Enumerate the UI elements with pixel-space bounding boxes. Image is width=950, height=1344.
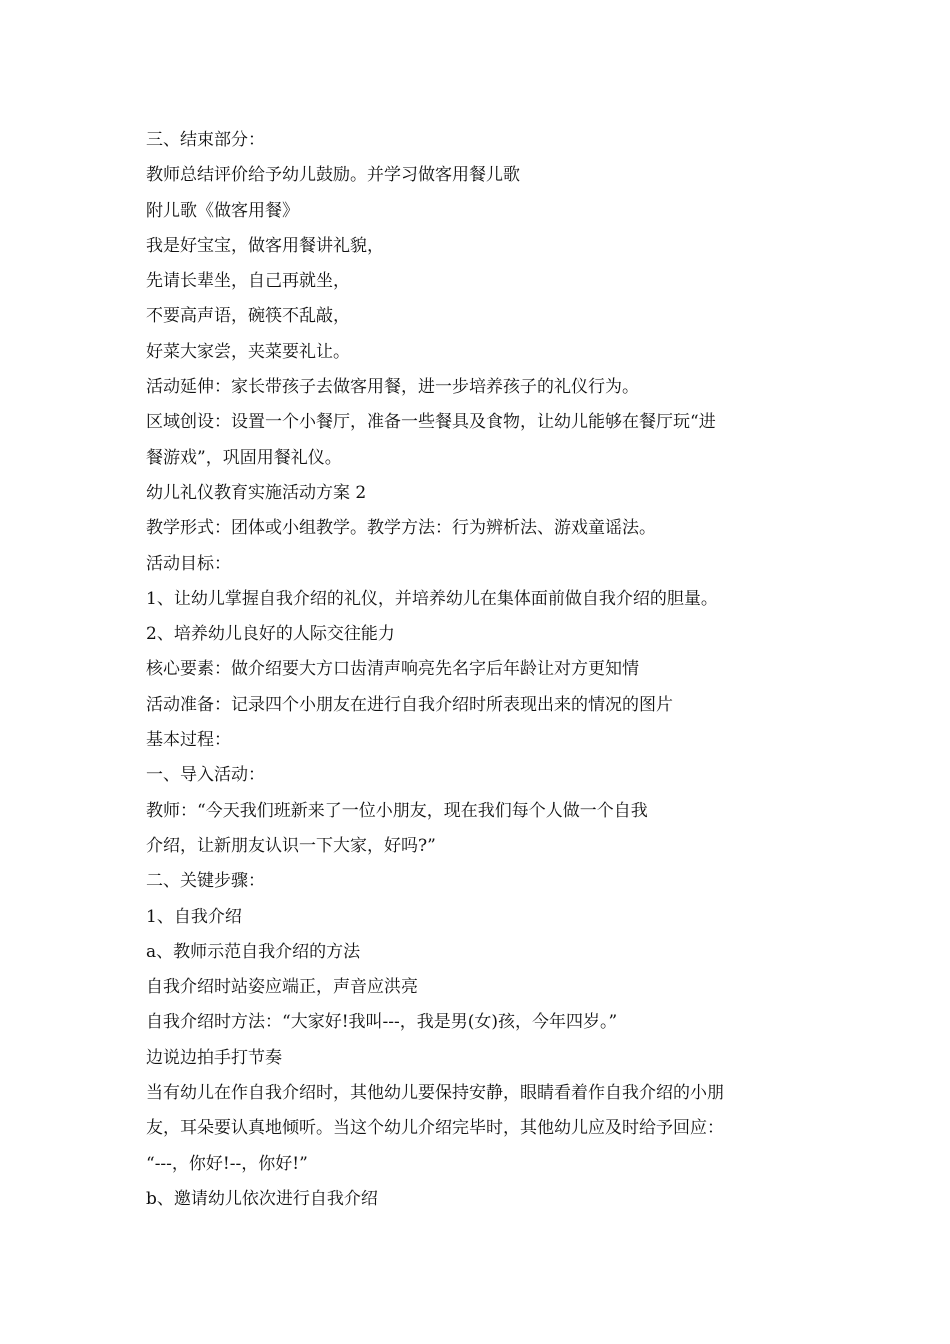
- section-heading-intro: 一、导入活动：: [146, 765, 265, 786]
- paragraph-line: 当有幼儿在作自我介绍时，其他幼儿要保持安静，眼睛看着作自我介绍的小朋: [146, 1083, 724, 1104]
- paragraph-line: 友，耳朵要认真地倾听。当这个幼儿介绍完毕时，其他幼儿应及时给予回应：: [146, 1118, 724, 1139]
- section-heading-steps: 二、关键步骤：: [146, 871, 265, 892]
- plan-title: 幼儿礼仪教育实施活动方案 2: [146, 482, 367, 503]
- song-line: 好菜大家尝，夹菜要礼让。: [146, 341, 350, 362]
- section-heading-goals: 活动目标：: [146, 553, 231, 574]
- list-item: 2、培养幼儿良好的人际交往能力: [146, 624, 395, 645]
- paragraph-line: 自我介绍时站姿应端正，声音应洪亮: [146, 977, 418, 998]
- section-heading-closing: 三、结束部分：: [146, 130, 265, 150]
- song-title: 附儿歌《做客用餐》: [146, 200, 299, 221]
- list-item: a、教师示范自我介绍的方法: [146, 941, 361, 962]
- section-heading-process: 基本过程：: [146, 730, 231, 751]
- paragraph-line: “---，你好!--，你好!”: [146, 1153, 308, 1174]
- paragraph-line: 活动准备：记录四个小朋友在进行自我介绍时所表现出来的情况的图片: [146, 694, 673, 715]
- paragraph-line: 自我介绍时方法：“大家好!我叫---，我是男(女)孩，今年四岁。”: [146, 1012, 618, 1033]
- list-item: b、邀请幼儿依次进行自我介绍: [146, 1188, 378, 1209]
- list-item: 1、自我介绍: [146, 906, 242, 927]
- paragraph-line: 教师：“今天我们班新来了一位小朋友，现在我们每个人做一个自我: [146, 800, 648, 821]
- paragraph-line: 教师总结评价给予幼儿鼓励。并学习做客用餐儿歌: [146, 165, 520, 186]
- song-line: 不要高声语，碗筷不乱敲，: [146, 306, 350, 327]
- song-line: 先请长辈坐，自己再就坐，: [146, 271, 350, 292]
- paragraph-line: 介绍，让新朋友认识一下大家，好吗?”: [146, 835, 436, 856]
- paragraph-line: 活动延伸：家长带孩子去做客用餐，进一步培养孩子的礼仪行为。: [146, 377, 639, 398]
- paragraph-line: 教学形式：团体或小组教学。教学方法：行为辨析法、游戏童谣法。: [146, 518, 656, 539]
- paragraph-line: 核心要素：做介绍要大方口齿清声响亮先名字后年龄让对方更知情: [146, 659, 639, 680]
- list-item: 1、让幼儿掌握自我介绍的礼仪，并培养幼儿在集体面前做自我介绍的胆量。: [146, 588, 718, 609]
- paragraph-line: 餐游戏”，巩固用餐礼仪。: [146, 447, 342, 468]
- song-line: 我是好宝宝，做客用餐讲礼貌，: [146, 235, 384, 256]
- paragraph-line: 区域创设：设置一个小餐厅，准备一些餐具及食物，让幼儿能够在餐厅玩“进: [146, 412, 716, 433]
- document-body: [146, 123, 816, 1217]
- paragraph-line: 边说边拍手打节奏: [146, 1047, 282, 1068]
